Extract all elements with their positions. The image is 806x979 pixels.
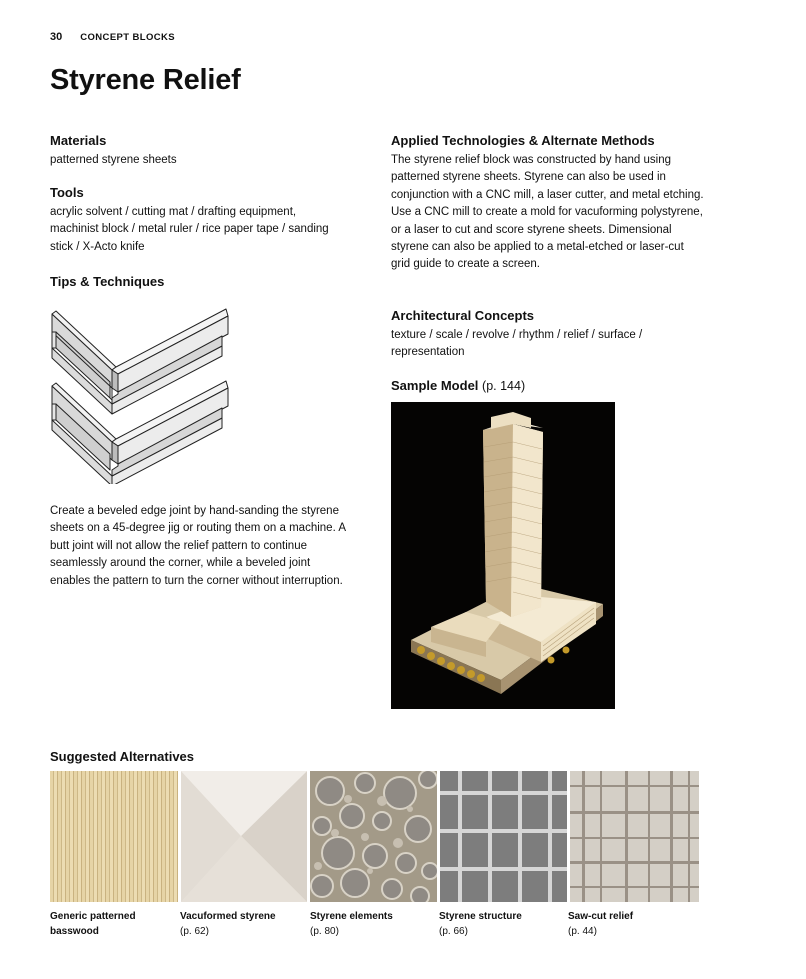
tips-text: Create a beveled edge joint by hand-sanding the styrene sheets on a 45-degree jig or routing them on a machine. A butt joint will not allow the relief pattern to continue seamlessly around the corner, while a beveled joint enables the pattern to turn the corner without interruption.: [50, 505, 346, 587]
running-header: [50, 31, 175, 43]
swatch-styrene-elements: [310, 771, 437, 902]
applied-heading: Applied Technologies & Alternate Methods: [391, 133, 655, 148]
sample-model-heading: [391, 378, 706, 393]
alt-name: Vacuformed styrene: [180, 911, 276, 922]
tips-section: [50, 274, 350, 293]
materials-text: patterned styrene sheets: [50, 154, 177, 166]
alt-name: Saw-cut relief: [568, 911, 634, 922]
concepts-text: texture / scale / revolve / rhythm / relief / surface / representation: [391, 329, 643, 359]
swatch-vacuformed-styrene: [181, 771, 307, 902]
page-number: 30: [50, 31, 63, 43]
applied-section: [391, 133, 706, 274]
section-label: CONCEPT BLOCKS: [80, 32, 176, 43]
tips-heading: Tips & Techniques: [50, 274, 165, 289]
alt-ref: (p. 66): [439, 926, 468, 937]
alt-caption-styrene-elements: [310, 909, 435, 939]
applied-text: The styrene relief block was constructed by hand using patterned styrene sheets. Styrene can also be used in conjunction with a CNC mill, a laser cutter, and metal etching. Use a CNC mill to create a mold for vacuforming polystyrene, or a laser to cut and score styrene sheets. Dimensional styrene can also be applied to a metal-etched or laser-cut grid guide to create a screen.: [391, 154, 704, 271]
alternatives-heading: Suggested Alternatives: [50, 749, 195, 764]
sample-model-page-ref: (p. 144): [482, 379, 526, 393]
beveled-joint-diagram: [46, 306, 236, 484]
concepts-heading: Architectural Concepts: [391, 308, 535, 323]
alt-caption-vacuformed: [180, 909, 305, 939]
alt-ref: (p. 80): [310, 926, 339, 937]
tools-text: acrylic solvent / cutting mat / drafting equipment, machinist block / metal ruler / rice paper tape / sanding stick / X-Acto knife: [50, 206, 329, 253]
alt-caption-basswood: [50, 909, 175, 939]
concepts-section: [391, 308, 691, 362]
swatch-saw-cut-relief: [570, 771, 699, 902]
tips-body: [50, 503, 350, 590]
alt-name: Generic patterned basswood: [50, 911, 136, 937]
alt-ref: (p. 62): [180, 926, 209, 937]
alt-name: Styrene elements: [310, 911, 393, 922]
sample-model-photo: [391, 402, 615, 709]
alt-caption-saw-cut: [568, 909, 693, 939]
swatch-basswood: [50, 771, 178, 902]
alt-caption-styrene-structure: [439, 909, 564, 939]
tools-section: [50, 185, 340, 256]
page-title: Styrene Relief: [50, 64, 241, 96]
materials-section: [50, 133, 350, 169]
tools-heading: Tools: [50, 185, 84, 200]
materials-heading: Materials: [50, 133, 107, 148]
sample-model-label: Sample Model: [391, 378, 479, 393]
swatch-styrene-structure: [440, 771, 567, 902]
alt-ref: (p. 44): [568, 926, 597, 937]
alt-name: Styrene structure: [439, 911, 522, 922]
